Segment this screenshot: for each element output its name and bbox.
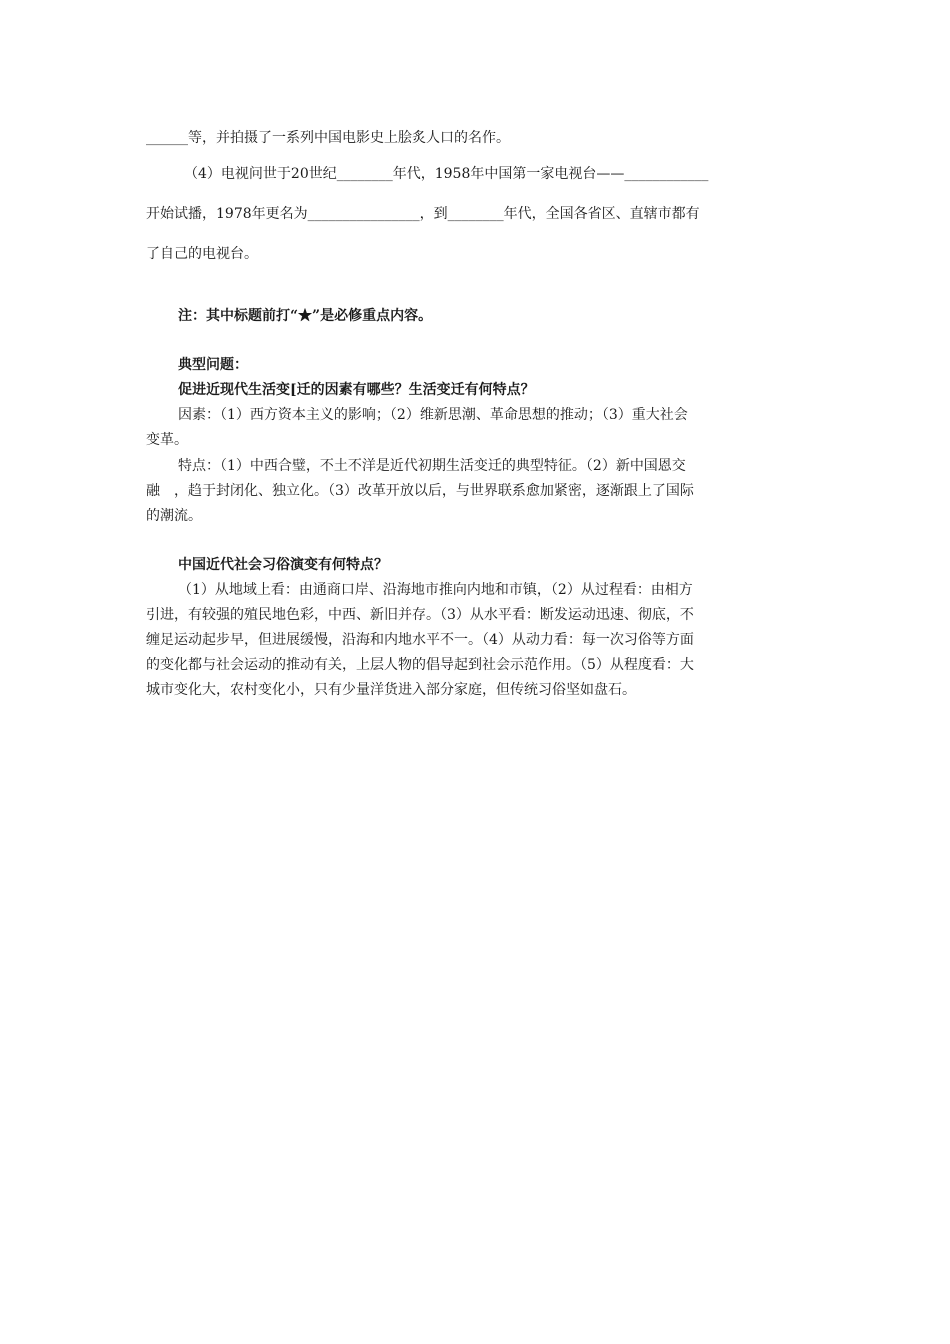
factors-line-2: 变革。 <box>146 432 188 448</box>
features-line-3: 的潮流。 <box>146 508 202 524</box>
question-2: 中国近代社会习俗演变有何特点？ <box>178 557 388 573</box>
typical-heading: 典型问题： <box>178 357 248 373</box>
answer-line-3: 缠足运动起步早，但进展缓慢，沿海和内地水平不一。（4）从动力看：每一次习俗等方面 <box>146 632 694 648</box>
note-text: 注：其中标题前打“★”是必修重点内容。 <box>178 308 433 324</box>
answer-line-5: 城市变化大，农村变化小，只有少量洋货进入部分家庭，但传统习俗坚如盘石。 <box>146 682 636 698</box>
fill-in-line-4: 了自己的电视台。 <box>146 246 258 262</box>
features-line-2: 融 ，趋于封闭化、独立化。（3）改革开放以后，与世界联系愈加紧密，逐渐跟上了国际 <box>146 483 694 499</box>
answer-line-2: 引进，有较强的殖民地色彩，中西、新旧并存。（3）从水平看：断发运动迅速、彻底，不 <box>146 607 694 623</box>
factors-line-1: 因素：（1）西方资本主义的影响；（2）维新思潮、革命思想的推动；（3）重大社会 <box>178 407 688 423</box>
fill-in-line-1: ______等，并拍摄了一系列中国电影史上脍炙人口的名作。 <box>146 130 510 146</box>
fill-in-line-2: （4）电视问世于20世纪________年代，1958年中国第一家电视台——____________ <box>184 166 709 182</box>
answer-line-1: （1）从地域上看：由通商口岸、沿海地市推向内地和市镇，（2）从过程看：由相方 <box>178 582 693 598</box>
fill-in-line-3: 开始试播，1978年更名为________________，到________年代，全国各省区、直辖市都有 <box>146 206 700 222</box>
answer-line-4: 的变化都与社会运动的推动有关，上层人物的倡导起到社会示范作用。（5）从程度看：大 <box>146 657 694 673</box>
features-line-1: 特点：（1）中西合璧，不土不洋是近代初期生活变迁的典型特征。（2）新中国恩交 <box>178 458 686 474</box>
question-1: 促进近现代生活变[迁的因素有哪些？生活变迁有何特点？ <box>178 382 535 398</box>
